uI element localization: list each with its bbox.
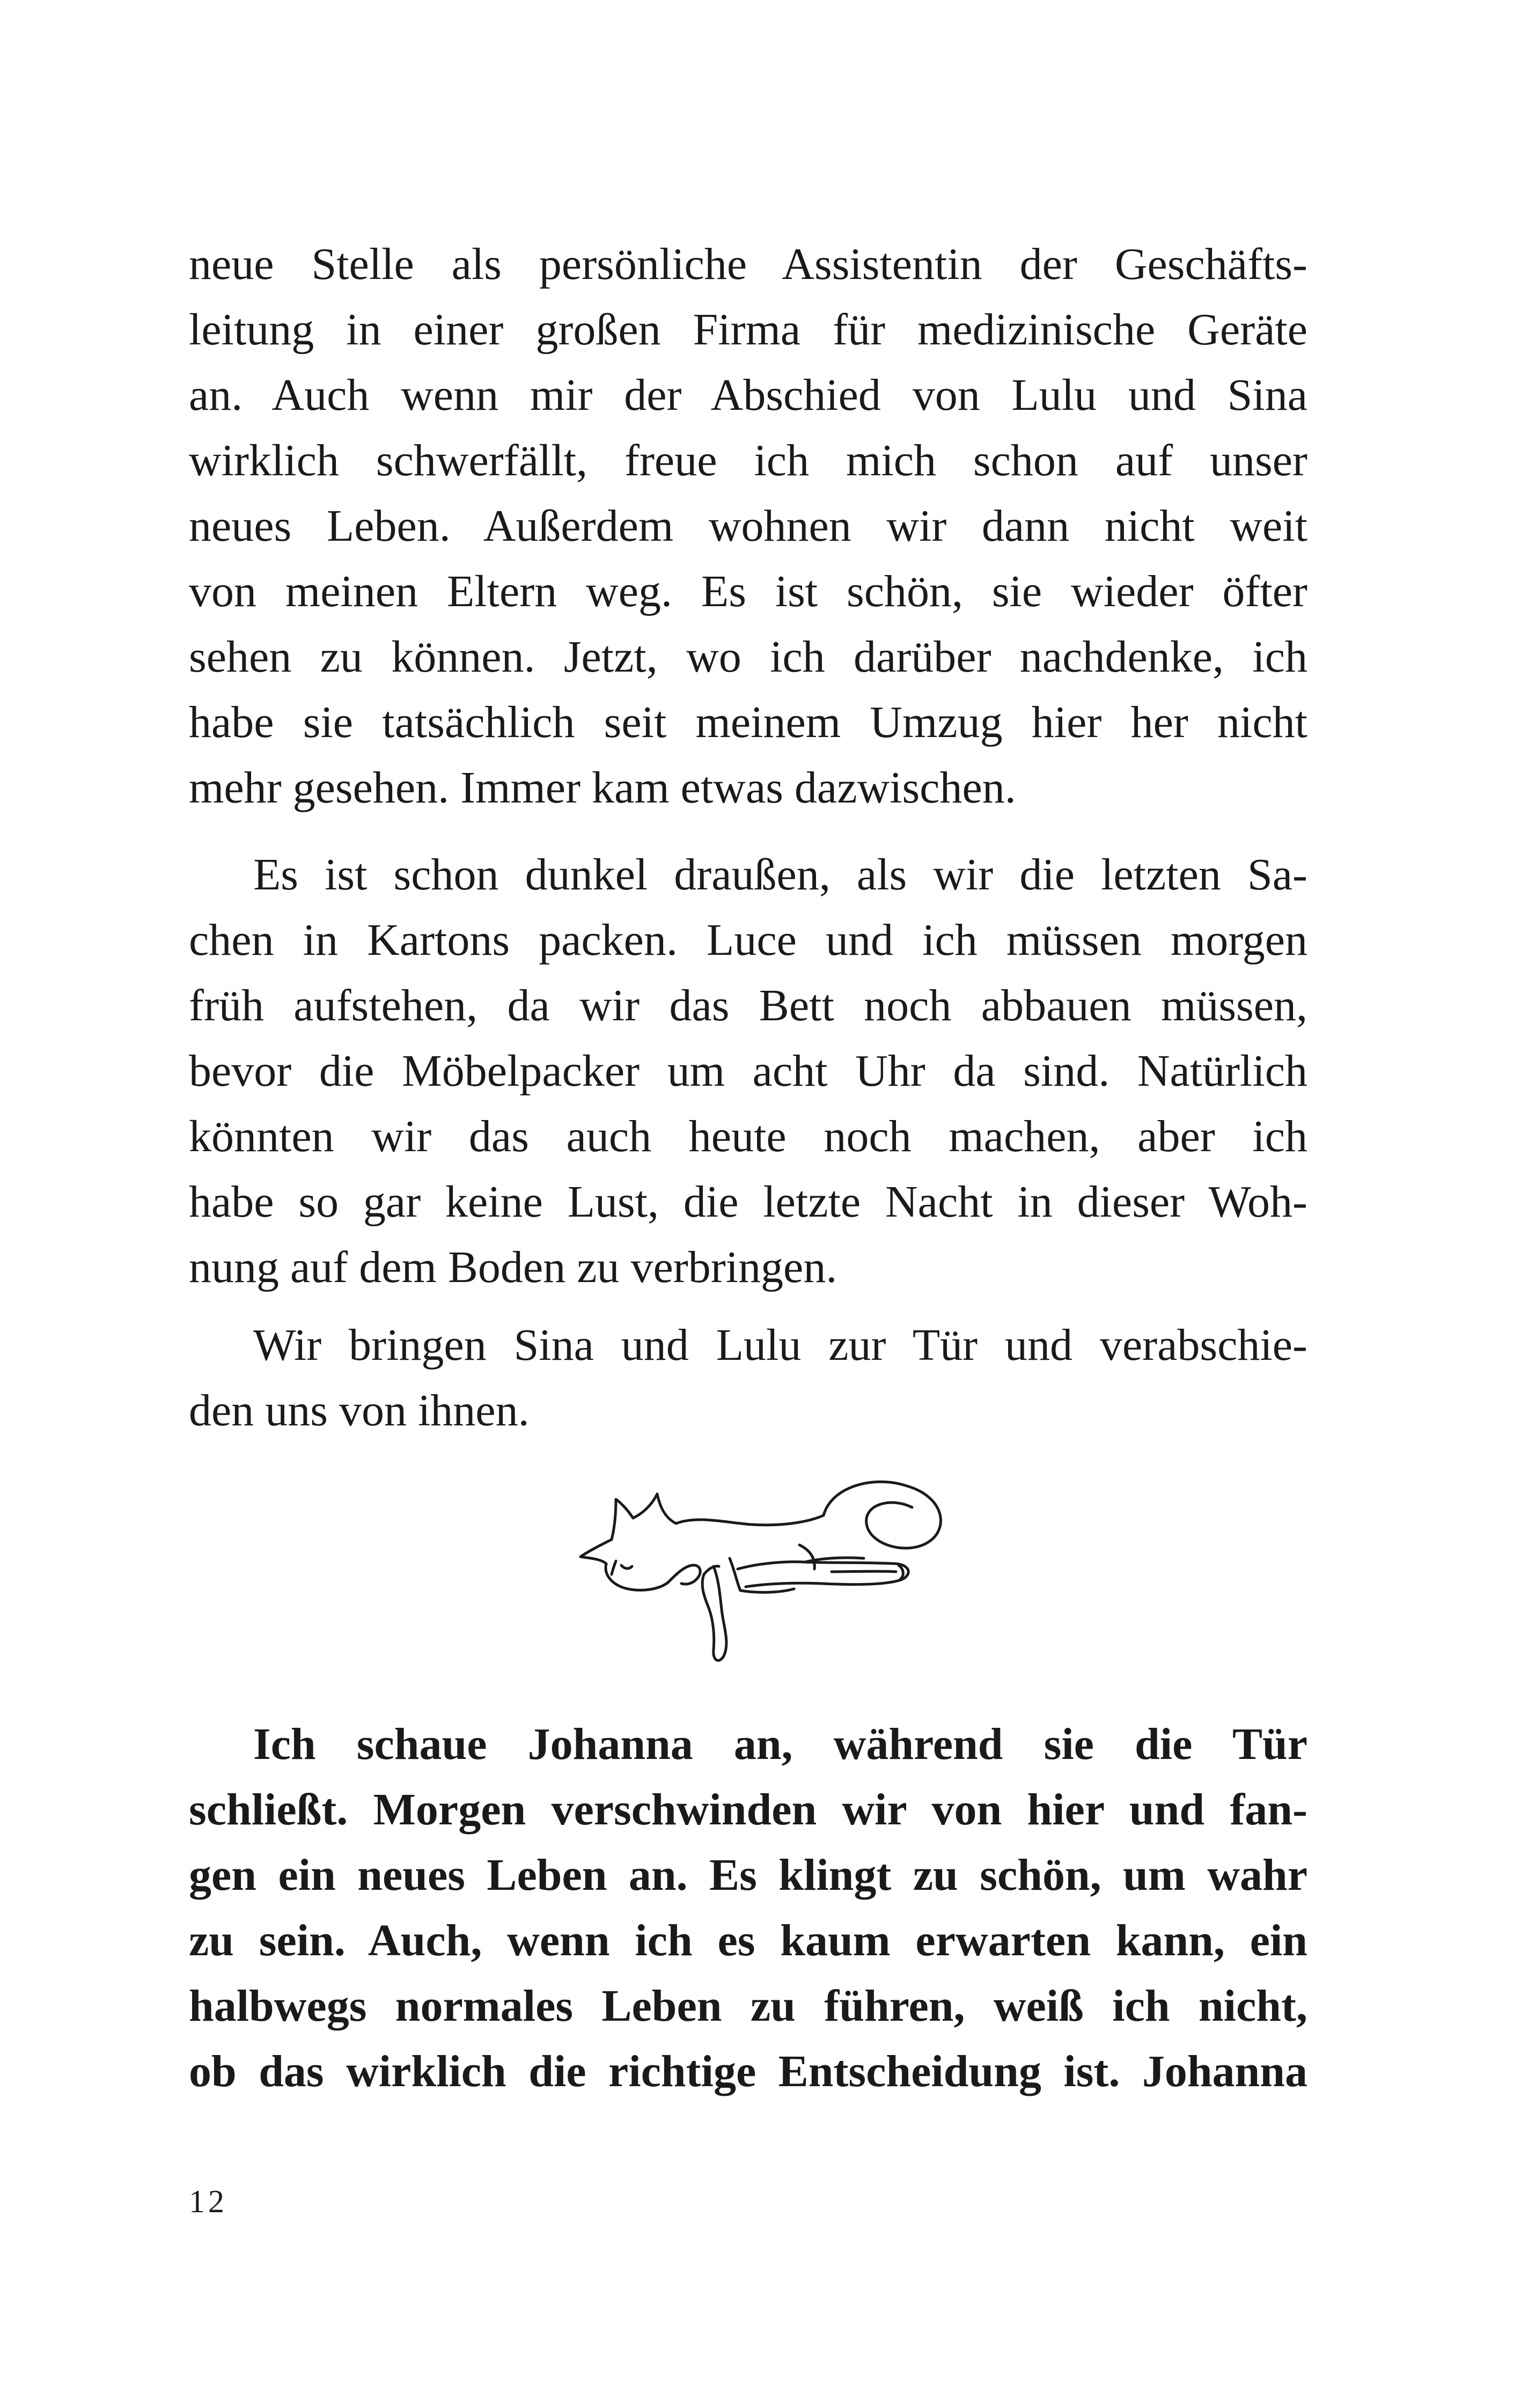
text-line: könnten wir das auch heute noch machen, aber ich [189,1111,1307,1161]
text-line: habe so gar keine Lust, die letzte Nacht in dieser Woh- [189,1177,1307,1227]
text-line: bevor die Möbelpacker um acht Uhr da sind. Natürlich [189,1046,1307,1096]
text-line: Wir bringen Sina und Lulu zur Tür und verabschie- [253,1320,1307,1370]
text-line: sehen zu können. Jetzt, wo ich darüber nachdenke, ich [189,632,1307,682]
text-line: chen in Kartons packen. Luce und ich müssen morgen [189,915,1307,965]
text-line: leitung in einer großen Firma für medizinische Geräte [189,305,1307,355]
text-line: an. Auch wenn mir der Abschied von Lulu und Sina [189,370,1307,420]
text-line: mehr gesehen. Immer kam etwas dazwischen. [189,763,1016,813]
text-line: halbwegs normales Leben zu führen, weiß ich nicht, [189,1981,1307,2031]
text-line: ob das wirklich die richtige Entscheidung ist. Johanna [189,2046,1307,2096]
sleeping-cat-icon [553,1464,1003,1690]
text-line: schließt. Morgen verschwinden wir von hier und fan- [189,1785,1307,1835]
text-line: früh aufstehen, da wir das Bett noch abbauen müssen, [189,981,1307,1030]
page-number: 12 [189,2184,227,2219]
paragraph-3 [189,1313,1307,1444]
text-line: wirklich schwerfällt, freue ich mich schon auf unser [189,436,1307,485]
text-line: Ich schaue Johanna an, während sie die Tür [253,1719,1307,1769]
text-line: den uns von ihnen. [189,1386,530,1435]
text-line: von meinen Eltern weg. Es ist schön, sie wieder öfter [189,566,1307,616]
paragraph-1 [189,232,1307,821]
paragraph-4 [189,1712,1307,2104]
text-line: neues Leben. Außerdem wohnen wir dann nicht weit [189,501,1307,551]
text-line: Es ist schon dunkel draußen, als wir die letzten Sa- [253,850,1307,900]
paragraph-2 [189,842,1307,1300]
text-line: zu sein. Auch, wenn ich es kaum erwarten kann, ein [189,1916,1307,1965]
text-line: nung auf dem Boden zu verbringen. [189,1242,837,1292]
text-line: gen ein neues Leben an. Es klingt zu schön, um wahr [189,1850,1307,1900]
text-line: neue Stelle als persönliche Assistentin der Geschäfts- [189,239,1307,289]
text-line: habe sie tatsächlich seit meinem Umzug hier her nicht [189,697,1307,747]
